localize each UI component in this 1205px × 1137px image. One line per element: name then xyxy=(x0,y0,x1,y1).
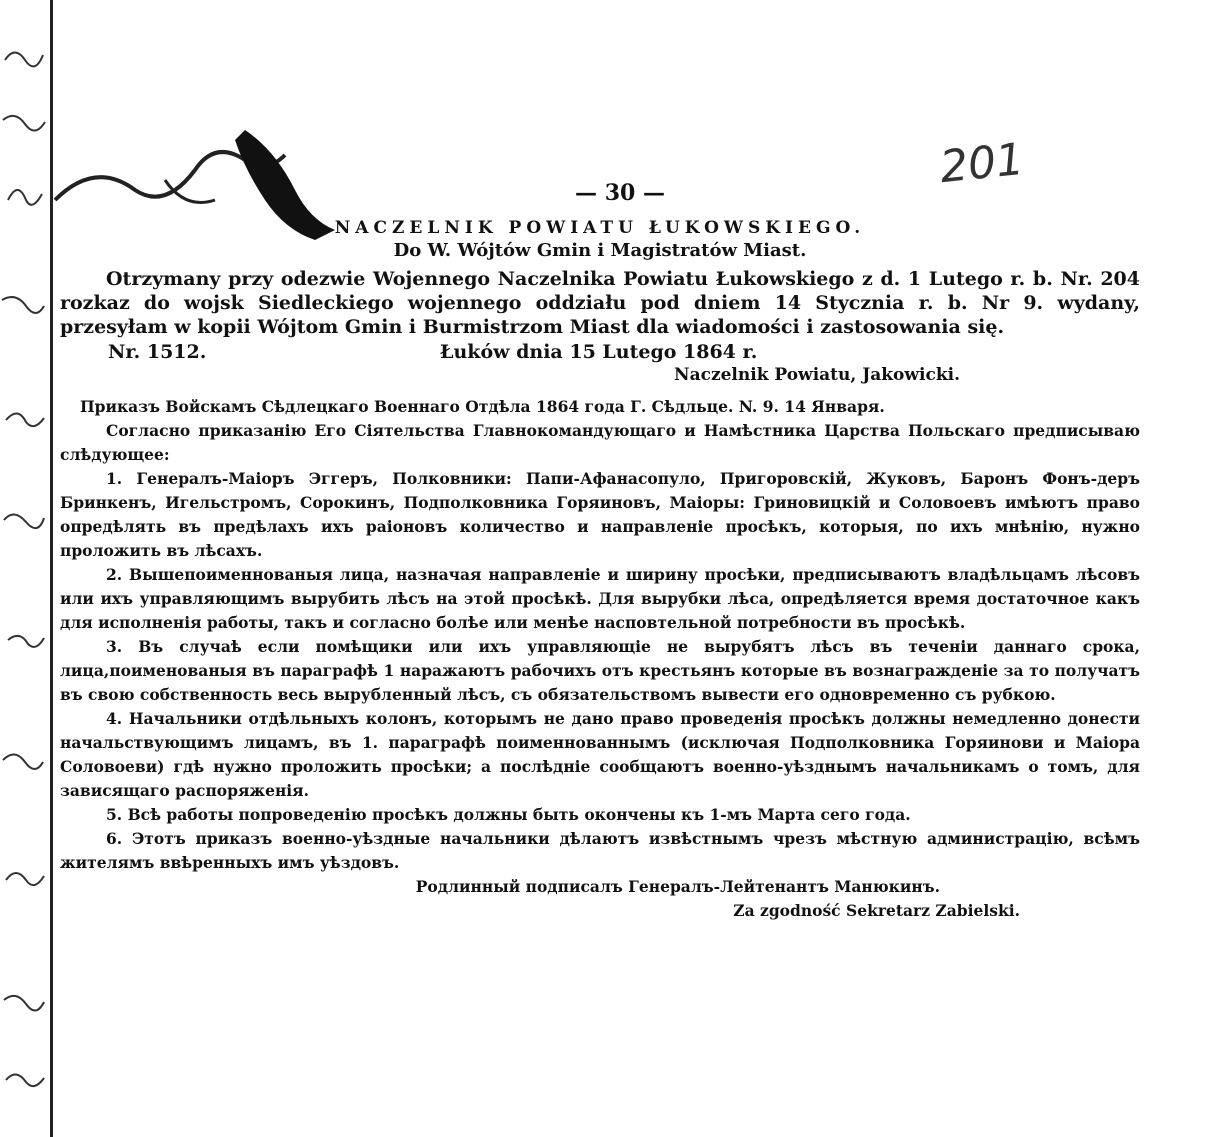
signature: Naczelnik Powiatu, Jakowicki. xyxy=(674,365,960,385)
order-item: 1. Генералъ-Маіоръ Эггеръ, Полковники: Папи-Афанасопуло, Пригоровскій, Жуковъ, Баронъ Фонъ-деръ Бринкенъ, Игельстромъ, Сорокинъ, Подполковника Горяиновъ, Маіоры: Гриновицкій и Соловоевъ имѣютъ право опредѣлять въ предѣлахъ ихъ раіоновъ количество и направленіе просѣкъ, которыя, по ихъ мнѣнію, нужно проложить въ лѣсахъ. xyxy=(60,469,1140,560)
number-date-line xyxy=(60,341,1140,365)
order-title: Приказъ Войскамъ Сѣдлецкаго Военнаго Отдѣла 1864 года Г. Сѣдльце. N. 9. 14 Января. xyxy=(80,397,885,416)
russian-order xyxy=(60,395,1140,923)
margin-handwriting-icon xyxy=(0,0,50,1137)
handwritten-page-number: 201 xyxy=(937,133,1027,194)
order-intro: Согласно приказанію Его Сіятельства Главнокомандующаго и Намѣстника Царства Польскаго предписываю слѣдующее: xyxy=(60,421,1140,464)
document-address: Do W. Wójtów Gmin i Magistratów Miast. xyxy=(393,240,807,261)
polish-paragraph xyxy=(60,267,1140,339)
order-item: 2. Вышепоименнованыя лица, назначая направленіе и ширину просѣки, предписываютъ владѣльцамъ лѣсовъ или ихъ управляющимъ вырубить лѣсъ на этой просѣкѣ. Для вырубки лѣса, опредѣляется время достаточное какъ для исполненія работы, такъ и согласно болѣе или менѣе насповтельной потребности въ просѣкѣ. xyxy=(60,565,1140,632)
document-number: Nr. 1512. xyxy=(108,341,207,363)
place-date: Łuków dnia 15 Lutego 1864 r. xyxy=(440,341,758,363)
document-heading: NACZELNIK POWIATU ŁUKOWSKIEGO. xyxy=(334,218,866,238)
page-number: — 30 — xyxy=(575,180,665,206)
order-item: 4. Начальники отдѣльныхъ колонъ, которымъ не дано право проведенія просѣкъ должны немедленно донести начальствующимъ лицамъ, въ 1. параграфѣ поименнованнымъ (исключая Подполковника Горяинови и Маіора Соловоеви) гдѣ нужно проложить просѣки; а послѣдніе сообщаютъ военно-уѣзднымъ начальникамъ о томъ, для зависящаго распоряженія. xyxy=(60,709,1140,800)
document-content xyxy=(60,180,1140,923)
order-item: 3. Въ случаѣ если помѣщики или ихъ управляющіе не вырубятъ лѣсъ въ теченіи даннаго срока, лица,поименованыя въ параграфѣ 1 наражаютъ рабочихъ отъ крестьянъ которые въ вознагражденіе за то получатъ въ свою собственность весь вырубленный лѣсъ, съ обязательствомъ вывести его одновременно съ рубкою. xyxy=(60,637,1140,704)
polish-paragraph-text: Otrzymany przy odezwie Wojennego Naczelnika Powiatu Łukowskiego z d. 1 Lutego r. b. Nr. 204 rozkaz do wojsk Siedleckiego wojennego oddziału pod dniem 14 Stycznia r. b. Nr 9. wydany, przesyłam w kopii Wójtom Gmin i Burmistrzom Miast dla wiadomości i zastosowania się. xyxy=(60,268,1140,338)
order-item: 6. Этотъ приказъ военно-уѣздные начальники дѣлаютъ извѣстнымъ чрезъ мѣстную администрацію, всѣмъ жителямъ ввѣренныхъ имъ уѣздовъ. xyxy=(60,829,1140,872)
secretary-attestation: Za zgodność Sekretarz Zabielski. xyxy=(733,901,1020,920)
order-item: 5. Всѣ работы попроведенію просѣкъ должны быть окончены къ 1-мъ Марта сего года. xyxy=(106,805,911,824)
original-signed: Родлинный подписалъ Генералъ-Лейтенантъ Манюкинъ. xyxy=(415,877,940,896)
